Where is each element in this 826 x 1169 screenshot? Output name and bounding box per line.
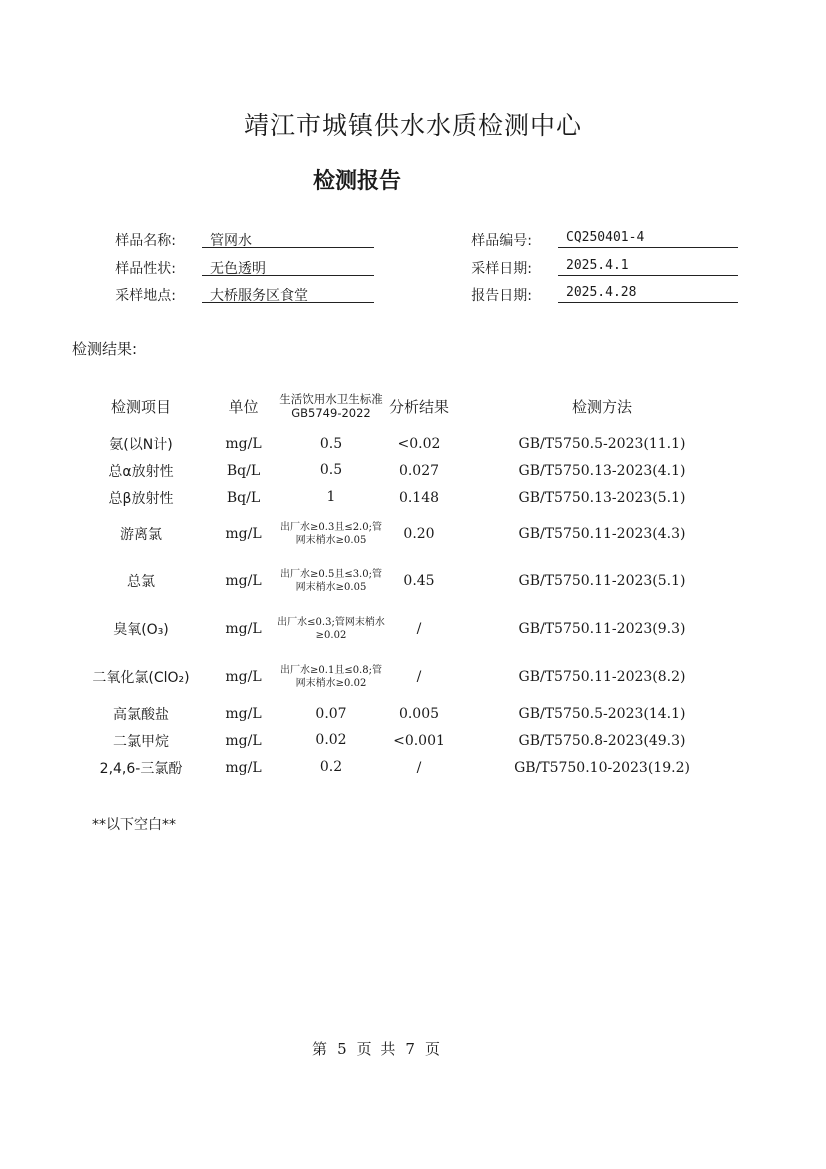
row-method: GB/T5750.5-2023(11.1) [518, 436, 686, 452]
sample-site-label: 采样地点: [115, 288, 176, 304]
sample-no-value: CQ250401-4 [558, 230, 738, 248]
organization-title: 靖江市城镇供水水质检测中心 [243, 111, 582, 140]
page-total: 7 [405, 1040, 415, 1058]
row-item: 总β放射性 [108, 490, 174, 507]
row-method: GB/T5750.5-2023(14.1) [518, 706, 686, 722]
row-method: GB/T5750.13-2023(4.1) [518, 462, 686, 479]
table-row [66, 484, 706, 511]
row-item: 二氧化氯(ClO₂) [92, 670, 190, 686]
table-row [66, 727, 706, 754]
page-prefix: 第 [312, 1040, 328, 1058]
report-title: 检测报告 [312, 169, 401, 194]
row-unit: Bq/L [226, 462, 261, 479]
row-standard: 0.2 [319, 759, 343, 775]
row-item: 总α放射性 [108, 463, 174, 480]
row-standard: 0.02 [315, 732, 347, 748]
row-standard: 1 [326, 489, 336, 505]
sample-name-label: 样品名称: [115, 233, 176, 249]
row-result: / [416, 759, 422, 776]
table-row [66, 558, 706, 604]
row-unit: mg/L [225, 436, 262, 452]
table-row [66, 457, 706, 484]
sample-name-value: 管网水 [202, 230, 374, 248]
row-item: 氨(以N计) [109, 437, 173, 453]
header-standard: 生活饮用水卫生标准GB5749-2022 [279, 392, 383, 420]
table-row [66, 654, 706, 700]
row-standard: 出厂水≥0.3且≤2.0;管网末梢水≥0.05 [280, 522, 382, 546]
row-item: 游离氯 [120, 527, 162, 543]
row-unit: mg/L [225, 732, 262, 749]
row-result: / [416, 621, 422, 637]
row-method: GB/T5750.11-2023(9.3) [518, 621, 686, 637]
sample-date-value: 2025.4.1 [558, 258, 738, 276]
row-method: GB/T5750.10-2023(19.2) [514, 759, 690, 776]
row-item: 臭氧(O₃) [113, 622, 169, 638]
row-unit: mg/L [225, 573, 262, 589]
table-row [66, 754, 706, 781]
row-standard: 出厂水≥0.1且≤0.8;管网末梢水≥0.02 [280, 665, 382, 689]
table-row [66, 701, 706, 727]
row-result: <0.02 [397, 436, 441, 452]
row-unit: Bq/L [226, 489, 261, 506]
row-unit: mg/L [225, 621, 262, 637]
row-item: 二氯甲烷 [113, 733, 169, 750]
table-header [66, 380, 706, 432]
table-row [66, 431, 706, 457]
row-method: GB/T5750.11-2023(8.2) [518, 669, 686, 685]
sample-no-field [462, 228, 742, 250]
report-date-value: 2025.4.28 [558, 285, 738, 303]
header-unit: 单位 [228, 397, 259, 416]
header-method: 检测方法 [571, 397, 632, 416]
row-method: GB/T5750.13-2023(5.1) [518, 489, 686, 506]
results-label: 检测结果: [72, 340, 138, 358]
row-standard: 0.5 [319, 462, 343, 478]
row-standard: 出厂水≤0.3;管网末梢水≥0.02 [277, 617, 385, 641]
row-standard: 0.07 [315, 705, 347, 722]
row-standard: 出厂水≥0.5且≤3.0;管网末梢水≥0.05 [280, 569, 382, 593]
row-result: 0.027 [398, 462, 440, 479]
row-method: GB/T5750.11-2023(5.1) [518, 573, 686, 589]
sample-state-label: 样品性状: [115, 261, 176, 277]
sample-date-field [462, 256, 742, 278]
row-unit: mg/L [225, 669, 262, 685]
sample-no-label: 样品编号: [471, 233, 532, 249]
row-method: GB/T5750.11-2023(4.3) [518, 526, 686, 542]
row-result: 0.005 [398, 706, 440, 722]
page-current: 5 [337, 1040, 347, 1058]
sample-name-field [106, 228, 386, 250]
row-result: 0.20 [403, 526, 435, 542]
table-row [66, 608, 706, 650]
row-item: 总氯 [127, 574, 155, 590]
blank-below-note: **以下空白** [92, 817, 176, 833]
sample-date-label: 采样日期: [471, 261, 532, 277]
row-item: 2,4,6-三氯酚 [99, 760, 183, 777]
header-result: 分析结果 [388, 397, 449, 416]
row-standard: 0.5 [319, 435, 343, 452]
sample-site-value: 大桥服务区食堂 [202, 285, 374, 303]
sample-site-field [106, 283, 386, 305]
row-result: 0.148 [398, 489, 440, 506]
header-item: 检测项目 [110, 397, 171, 416]
sample-state-field [106, 256, 386, 278]
row-result: <0.001 [393, 732, 445, 749]
row-unit: mg/L [225, 759, 262, 776]
row-method: GB/T5750.8-2023(49.3) [518, 732, 686, 749]
report-date-field [462, 283, 742, 305]
sample-state-value: 无色透明 [202, 258, 374, 276]
row-unit: mg/L [225, 706, 262, 722]
page-number [0, 1038, 752, 1059]
row-item: 高氯酸盐 [113, 707, 169, 723]
report-date-label: 报告日期: [471, 288, 532, 304]
row-result: 0.45 [403, 573, 435, 589]
table-row [66, 511, 706, 557]
row-unit: mg/L [225, 526, 262, 542]
page-suffix: 页 [424, 1040, 440, 1058]
page-mid: 页 共 [356, 1040, 396, 1058]
row-result: / [416, 669, 422, 685]
